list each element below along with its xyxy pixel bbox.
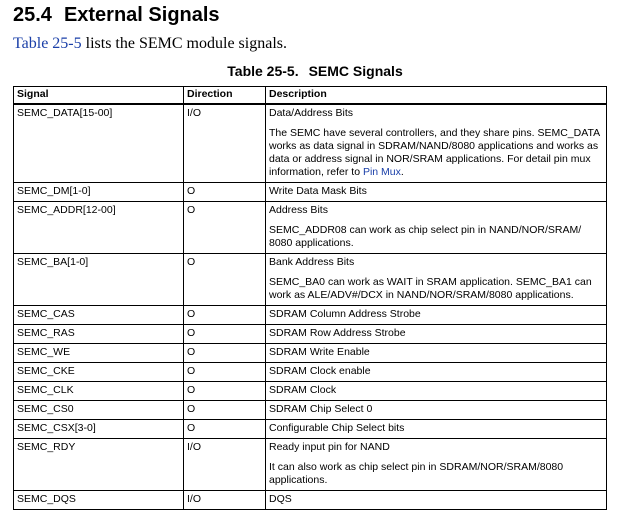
- table-row: [14, 104, 607, 183]
- signal-cell: SEMC_CSX[3-0]: [14, 420, 184, 439]
- table-caption-label: Table 25-5.: [227, 63, 299, 79]
- description-line: Data/Address Bits: [269, 107, 354, 119]
- description-cell: [266, 439, 607, 491]
- direction-cell: O: [184, 382, 266, 401]
- description-cell: [266, 325, 607, 344]
- table-row: [14, 183, 607, 202]
- signal-cell: SEMC_RAS: [14, 325, 184, 344]
- description-cell: [266, 104, 607, 183]
- description-cell: [266, 202, 607, 254]
- signal-cell: SEMC_WE: [14, 344, 184, 363]
- signal-cell: SEMC_RDY: [14, 439, 184, 491]
- description-text: The SEMC have several controllers, and they share pins. SEMC_DATA works as data signal in SDRAM/NAND/8080 applications and works as data or address signal in NOR/SRAM applications. For detail pin mux information, refer to: [269, 127, 600, 178]
- table-caption-title: SEMC Signals: [308, 63, 403, 79]
- direction-cell: O: [184, 254, 266, 306]
- description-cell: [266, 254, 607, 306]
- direction-cell: O: [184, 325, 266, 344]
- intro-paragraph: [13, 34, 287, 54]
- description-cell: [266, 420, 607, 439]
- table-row: [14, 363, 607, 382]
- description-line: Write Data Mask Bits: [269, 185, 367, 197]
- direction-cell: O: [184, 401, 266, 420]
- signals-table: [13, 86, 607, 510]
- section-heading: [13, 3, 220, 27]
- description-line: Ready input pin for NAND: [269, 441, 390, 453]
- signal-cell: SEMC_CKE: [14, 363, 184, 382]
- table-row: [14, 344, 607, 363]
- signal-cell: SEMC_DM[1-0]: [14, 183, 184, 202]
- description-line: SDRAM Clock: [269, 384, 337, 396]
- description-line: Bank Address Bits: [269, 256, 355, 268]
- header-direction: Direction: [184, 87, 266, 105]
- table-row: [14, 420, 607, 439]
- table-row: [14, 325, 607, 344]
- direction-cell: I/O: [184, 491, 266, 510]
- description-line: [269, 127, 603, 179]
- direction-cell: O: [184, 183, 266, 202]
- description-line: SDRAM Clock enable: [269, 365, 371, 377]
- signal-cell: SEMC_BA[1-0]: [14, 254, 184, 306]
- description-line: SDRAM Column Address Strobe: [269, 308, 421, 320]
- header-description: Description: [266, 87, 607, 105]
- direction-cell: O: [184, 363, 266, 382]
- direction-cell: O: [184, 420, 266, 439]
- table-row: [14, 401, 607, 420]
- signal-cell: SEMC_CAS: [14, 306, 184, 325]
- direction-cell: O: [184, 344, 266, 363]
- description-cell: [266, 382, 607, 401]
- table-row: [14, 254, 607, 306]
- signal-cell: SEMC_DQS: [14, 491, 184, 510]
- description-line: SDRAM Chip Select 0: [269, 403, 373, 415]
- description-cell: [266, 363, 607, 382]
- signal-cell: SEMC_ADDR[12-00]: [14, 202, 184, 254]
- direction-cell: I/O: [184, 439, 266, 491]
- direction-cell: I/O: [184, 104, 266, 183]
- description-line: It can also work as chip select pin in SDRAM/NOR/SRAM/8080 applications.: [269, 461, 564, 486]
- intro-text: lists the SEMC module signals.: [81, 35, 287, 52]
- description-line: SEMC_ADDR08 can work as chip select pin in NAND/NOR/SRAM/ 8080 applications.: [269, 224, 582, 249]
- direction-cell: O: [184, 202, 266, 254]
- description-cell: [266, 401, 607, 420]
- table-row: [14, 202, 607, 254]
- description-line: Address Bits: [269, 204, 328, 216]
- description-cell: [266, 344, 607, 363]
- signal-cell: SEMC_CLK: [14, 382, 184, 401]
- table-caption: [0, 62, 630, 80]
- direction-cell: O: [184, 306, 266, 325]
- description-cell: [266, 306, 607, 325]
- table-row: [14, 306, 607, 325]
- section-title: External Signals: [63, 4, 220, 26]
- table-header-row: [14, 87, 607, 105]
- table-row: [14, 382, 607, 401]
- pin-mux-link[interactable]: Pin Mux: [362, 166, 401, 178]
- description-line: SDRAM Row Address Strobe: [269, 327, 406, 339]
- description-line: SEMC_BA0 can work as WAIT in SRAM application. SEMC_BA1 can work as ALE/ADV#/DCX in NAND/NOR/SRAM/8080 applications.: [269, 276, 592, 301]
- description-line: Configurable Chip Select bits: [269, 422, 405, 434]
- signal-cell: SEMC_DATA[15-00]: [14, 104, 184, 183]
- header-signal: Signal: [14, 87, 184, 105]
- description-line: DQS: [269, 493, 292, 505]
- signal-cell: SEMC_CS0: [14, 401, 184, 420]
- description-text-tail: .: [400, 166, 404, 178]
- table-reference-link[interactable]: Table 25-5: [13, 35, 82, 52]
- description-line: SDRAM Write Enable: [269, 346, 370, 358]
- section-number: 25.4: [13, 4, 52, 26]
- table-row: [14, 439, 607, 491]
- description-cell: [266, 183, 607, 202]
